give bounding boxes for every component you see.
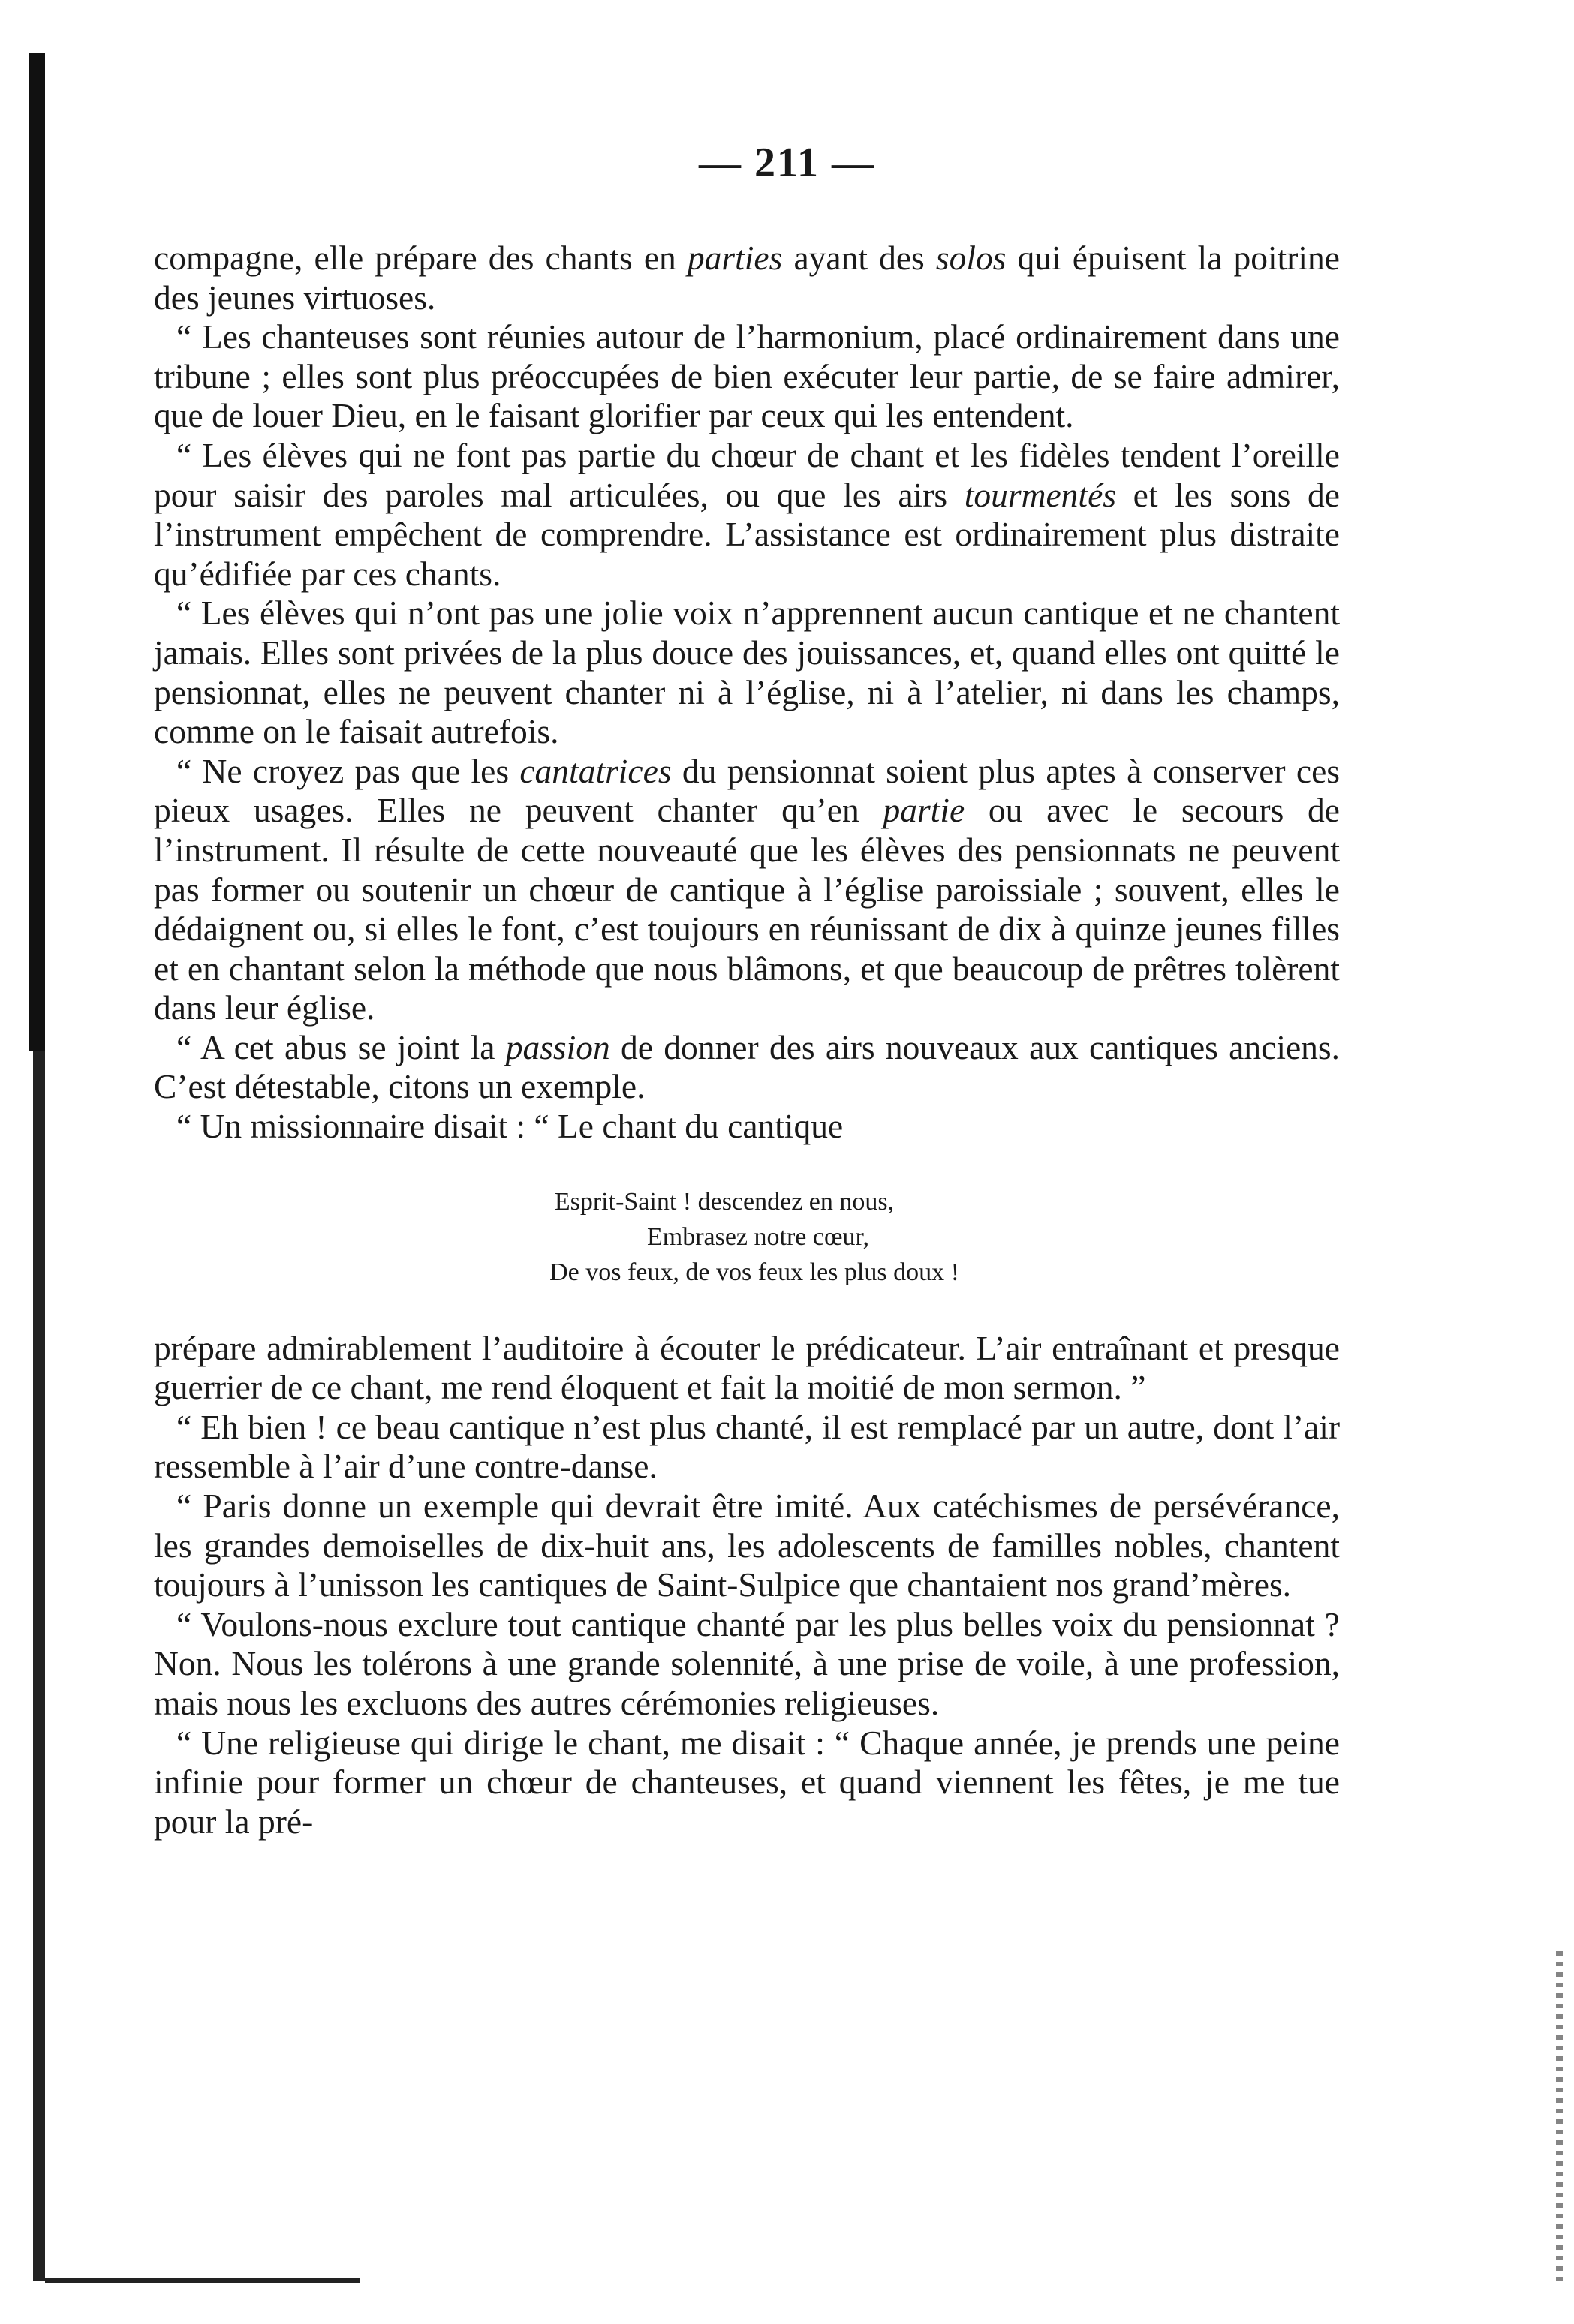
paragraph xyxy=(154,436,1340,594)
body-paragraphs-continued xyxy=(154,1329,1340,1842)
text-run: “ Paris donne un exemple qui devrait être imité. Aux catéchismes de persévérance, les grandes demoiselles de dix-huit ans, les adolescents de familles nobles, chantent toujours à l’unisson les cantiques de Saint-Sulpice que chantaient nos grand’mères. xyxy=(154,1487,1340,1604)
page-binding-edge xyxy=(29,53,45,1051)
page-binding-edge-lower xyxy=(33,1051,45,2281)
italic-term: cantatrices xyxy=(519,751,672,790)
paragraph xyxy=(154,1487,1340,1605)
text-run: “ Ne croyez pas que les xyxy=(176,751,520,790)
body-paragraphs xyxy=(154,239,1340,1147)
quoted-verse xyxy=(154,1184,1340,1290)
text-run: “ Un missionnaire disait : “ Le chant du cantique xyxy=(176,1107,844,1146)
page-right-edge-marks xyxy=(1556,1951,1563,2281)
text-run: et les sons de l’instrument empêchent de comprendre. L’assistance est ordinairement plus distraite qu’édifiée par ces chants. xyxy=(154,475,1340,593)
paragraph xyxy=(154,594,1340,751)
paragraph xyxy=(154,317,1340,436)
text-run: “ Eh bien ! ce beau cantique n’est plus chanté, il est remplacé par un autre, dont l’air ressemble à l’air d’une contre-danse. xyxy=(154,1407,1340,1486)
paragraph xyxy=(154,1605,1340,1724)
text-run: “ Les élèves qui ne font pas partie du chœur de chant et les fidèles tendent l’oreille pour saisir des paroles mal articulées, ou que les airs xyxy=(154,435,1340,514)
text-run: compagne, elle prépare des chants en xyxy=(154,239,688,277)
verse-line: Embrasez notre cœur, xyxy=(646,1222,869,1251)
page-body xyxy=(154,239,1340,1841)
text-run: de donner des airs nouveaux aux cantiques anciens. C’est détestable, citons un exemple. xyxy=(154,1027,1340,1106)
text-run: ou avec le secours de l’instrument. Il résulte de cette nouveauté que les élèves des pensionnats ne peuvent pas former ou soutenir un chœur de cantique à l’église paroissiale ; souvent, elles le dédaignent ou, si elles le font, c’est toujours en réunissant de dix à quinze jeunes filles et en chantant selon la méthode que nous blâmons, et que beaucoup de prêtres tolèrent dans leur église. xyxy=(154,791,1340,1027)
italic-term: partie xyxy=(883,791,965,830)
paragraph xyxy=(154,752,1340,1028)
paragraph xyxy=(154,1329,1340,1408)
italic-term: solos xyxy=(935,239,1007,277)
text-run: “ Voulons-nous exclure tout cantique chanté par les plus belles voix du pensionnat ? Non. Nous les tolérons à une grande solennité, à une prise de voile, à une profession, mais nous les excluons des autres cérémonies religieuses. xyxy=(154,1604,1340,1722)
text-run: ayant des xyxy=(782,239,936,277)
text-run: “ Une religieuse qui dirige le chant, me disait : “ Chaque année, je prends une peine infinie pour former un chœur de chanteuses, et quand viennent les fêtes, je me tue pour la pré- xyxy=(154,1723,1340,1841)
paragraph xyxy=(154,1408,1340,1487)
italic-term: tourmentés xyxy=(964,475,1116,514)
text-run: “ Les élèves qui n’ont pas une jolie voix n’apprennent aucun cantique et ne chantent jamais. Elles sont privées de la plus douce des jouissances, et, quand elles ont quitté le pensionnat, elles ne peuvent chanter ni à l’église, ni à l’atelier, ni dans les champs, comme on le faisait autrefois. xyxy=(154,594,1340,751)
italic-term: passion xyxy=(505,1027,610,1066)
text-run: “ Les chanteuses sont réunies autour de l’harmonium, placé ordinairement dans une tribune ; elles sont plus préoccupées de bien exécuter leur partie, de se faire admirer, que de louer Dieu, en le faisant glorifier par ceux qui les entendent. xyxy=(154,317,1340,435)
paragraph xyxy=(154,1028,1340,1107)
text-run: qui épuisent la poitrine des jeunes virtuoses. xyxy=(154,239,1340,317)
italic-term: parties xyxy=(687,239,783,277)
verse-line: De vos feux, de vos feux les plus doux ! xyxy=(549,1258,959,1286)
paragraph xyxy=(154,1724,1340,1842)
verse-line: Esprit-Saint ! descendez en nous, xyxy=(554,1187,895,1216)
text-run: du pensionnat soient plus aptes à conserver ces pieux usages. Elles ne peuvent chanter qu’en xyxy=(154,751,1340,830)
page-bottom-edge xyxy=(45,2278,360,2283)
page-number: — 211 — xyxy=(699,140,875,186)
text-run: “ A cet abus se joint la xyxy=(176,1027,506,1066)
text-run: prépare admirablement l’auditoire à écouter le prédicateur. L’air entraînant et presque guerrier de ce chant, me rend éloquent et fait la moitié de mon sermon. ” xyxy=(154,1328,1340,1407)
paragraph xyxy=(154,1107,1340,1147)
paragraph xyxy=(154,239,1340,317)
